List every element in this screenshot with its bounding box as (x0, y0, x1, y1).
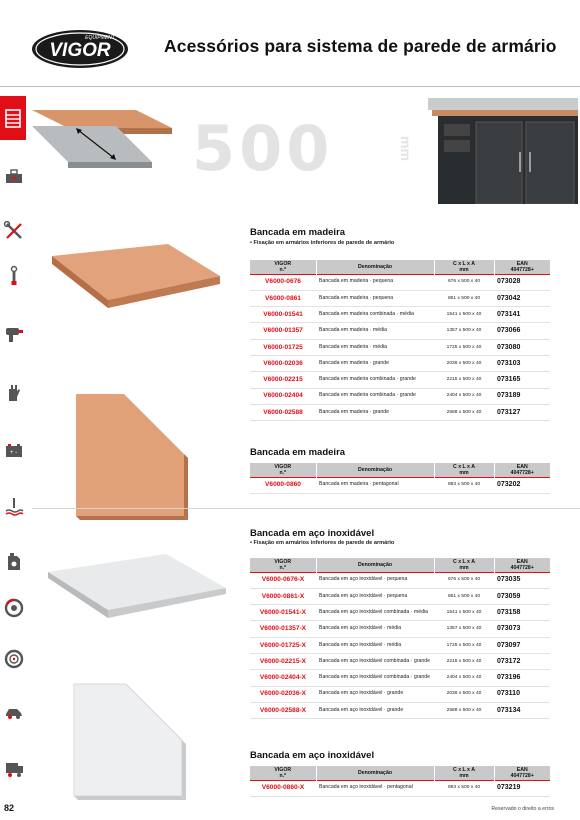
article-number: V6000-02036 (250, 355, 316, 371)
table-header-row (250, 558, 550, 572)
wheel-icon (3, 648, 25, 670)
sidebar-item-power-tools[interactable] (0, 320, 28, 348)
header-divider (0, 86, 580, 87)
product-dimensions: 861 x 500 x 40 (434, 588, 494, 604)
column-header-description: Denominação (316, 766, 434, 780)
product-description: Bancada em madeira · média (316, 339, 434, 355)
wrench-screwdriver-icon (3, 220, 25, 242)
wooden-worktop-image (48, 238, 223, 313)
battery-icon (3, 439, 25, 461)
table-header-row (250, 463, 550, 477)
table-row (250, 388, 550, 404)
column-header-ean: EAN 4047728+ (494, 260, 550, 274)
stainless-worktop-image (44, 548, 229, 628)
ean-code: 073097 (494, 637, 550, 653)
sidebar-item-bodywork[interactable] (0, 697, 28, 725)
sidebar-item-workwear[interactable] (0, 378, 28, 406)
table-row (250, 588, 550, 604)
ean-code: 073202 (494, 477, 550, 493)
product-dimensions: 2404 x 500 x 40 (434, 670, 494, 686)
table-row (250, 780, 550, 796)
product-description: Bancada em madeira · média (316, 323, 434, 339)
ean-code: 073134 (494, 702, 550, 718)
product-description: Bancada em madeira · pequena (316, 290, 434, 306)
product-description: Bancada em madeira combinada · grande (316, 388, 434, 404)
column-header-art-no: VIGOR n.º (250, 558, 316, 572)
table-row (250, 290, 550, 306)
table-row (250, 637, 550, 653)
table-row (250, 339, 550, 355)
article-number: V6000-01541-X (250, 605, 316, 621)
article-number: V6000-02588 (250, 404, 316, 420)
sidebar-item-hand-tools[interactable] (0, 217, 28, 245)
column-header-description: Denominação (316, 260, 434, 274)
product-description: Bancada em aço inoxidável combinada · grande (316, 670, 434, 686)
product-dimensions: 1357 x 500 x 40 (434, 621, 494, 637)
product-table (250, 558, 550, 719)
product-dimensions: 1541 x 500 x 40 (434, 307, 494, 323)
ean-code: 073073 (494, 621, 550, 637)
column-header-description: Denominação (316, 463, 434, 477)
table-row (250, 274, 550, 290)
ean-code: 073059 (494, 588, 550, 604)
article-number: V6000-01725 (250, 339, 316, 355)
column-header-art-no: VIGOR n.º (250, 766, 316, 780)
toolbox-icon (3, 165, 25, 187)
article-number: V6000-01357-X (250, 621, 316, 637)
product-description: Bancada em madeira · pentagonal (316, 477, 434, 493)
table-row (250, 686, 550, 702)
article-number: V6000-02215 (250, 372, 316, 388)
table-row (250, 404, 550, 420)
section-divider (32, 508, 580, 509)
sidebar-item-fluids[interactable] (0, 547, 28, 575)
section-title: Bancada em madeira (250, 447, 346, 458)
table-row (250, 702, 550, 718)
table-row (250, 372, 550, 388)
product-description: Bancada em aço inoxidável · pequena (316, 572, 434, 588)
product-dimensions: 2588 x 500 x 40 (434, 702, 494, 718)
table-row (250, 653, 550, 669)
ean-code: 073158 (494, 605, 550, 621)
column-header-art-no: VIGOR n.º (250, 260, 316, 274)
article-number: V6000-02404-X (250, 670, 316, 686)
ean-code: 073196 (494, 670, 550, 686)
truck-icon (3, 757, 25, 779)
product-dimensions: 2036 x 500 x 40 (434, 686, 494, 702)
gloves-icon (3, 381, 25, 403)
workbench-depth-illustration (32, 92, 182, 204)
ean-code: 073219 (494, 780, 550, 796)
article-number: V6000-01725-X (250, 637, 316, 653)
article-number: V6000-0861-X (250, 588, 316, 604)
product-description: Bancada em madeira · grande (316, 355, 434, 371)
tool-cabinet-icon (2, 107, 24, 129)
product-dimensions: 1541 x 500 x 40 (434, 605, 494, 621)
ean-code: 073189 (494, 388, 550, 404)
socket-extension-icon (3, 265, 25, 287)
product-description: Bancada em aço inoxidável · média (316, 637, 434, 653)
product-dimensions: 2588 x 500 x 40 (434, 404, 494, 420)
product-description: Bancada em aço inoxidável · média (316, 621, 434, 637)
sidebar-item-coolant[interactable] (0, 492, 28, 520)
column-header-description: Denominação (316, 558, 434, 572)
oil-canister-icon (3, 550, 25, 572)
table-header-row (250, 260, 550, 274)
article-number: V6000-02215-X (250, 653, 316, 669)
article-number: V6000-01541 (250, 307, 316, 323)
table-row (250, 605, 550, 621)
table-row (250, 323, 550, 339)
ean-code: 073035 (494, 572, 550, 588)
ean-code: 073141 (494, 307, 550, 323)
ean-code: 073127 (494, 404, 550, 420)
product-description: Bancada em aço inoxidável combinada · média (316, 605, 434, 621)
coolant-icon (3, 495, 25, 517)
column-header-dimensions: C x L x A mm (434, 260, 494, 274)
section-title: Bancada em aço inoxidável (250, 750, 375, 761)
product-description: Bancada em aço inoxidável · grande (316, 702, 434, 718)
ean-code: 073080 (494, 339, 550, 355)
svg-text:VIGOR: VIGOR (49, 40, 111, 61)
ean-code: 073103 (494, 355, 550, 371)
table-row (250, 477, 550, 493)
column-header-ean: EAN 4047728+ (494, 766, 550, 780)
svg-text:+ -: + - (10, 450, 18, 456)
product-dimensions: 861 x 500 x 40 (434, 290, 494, 306)
product-table (250, 260, 550, 421)
product-description: Bancada em aço inoxidável · pequena (316, 588, 434, 604)
ean-code: 073028 (494, 274, 550, 290)
article-number: V6000-0861 (250, 290, 316, 306)
table-row (250, 572, 550, 588)
article-number: V6000-02404 (250, 388, 316, 404)
product-description: Bancada em madeira · pequena (316, 274, 434, 290)
table-row (250, 355, 550, 371)
product-dimensions: 2215 x 500 x 40 (434, 653, 494, 669)
product-dimensions: 2404 x 500 x 40 (434, 388, 494, 404)
product-dimensions: 1357 x 500 x 40 (434, 323, 494, 339)
hero-depth-number: 500 (192, 112, 334, 185)
section-title: Bancada em aço inoxidável (250, 528, 375, 539)
column-header-ean: EAN 4047728+ (494, 558, 550, 572)
article-number: V6000-0676-X (250, 572, 316, 588)
article-number: V6000-0676 (250, 274, 316, 290)
vigor-logo (30, 28, 130, 70)
section-subtitle: • Fixação em armários inferiores de parede de armário (250, 540, 395, 546)
cabinet-with-worktop-illustration (424, 92, 580, 204)
section-title: Bancada em madeira (250, 227, 346, 238)
product-table (250, 766, 550, 797)
table-row (250, 307, 550, 323)
column-header-dimensions: C x L x A mm (434, 766, 494, 780)
category-sidebar (0, 92, 32, 792)
sidebar-item-truck[interactable] (0, 754, 28, 782)
article-number: V6000-01357 (250, 323, 316, 339)
product-description: Bancada em madeira combinada · grande (316, 372, 434, 388)
column-header-art-no: VIGOR n.º (250, 463, 316, 477)
sidebar-item-wheels[interactable] (0, 645, 28, 673)
article-number: V6000-02036-X (250, 686, 316, 702)
sidebar-item-battery[interactable] (0, 436, 28, 464)
sidebar-item-toolbox[interactable] (0, 162, 28, 190)
column-header-dimensions: C x L x A mm (434, 463, 494, 477)
article-number: V6000-0860 (250, 477, 316, 493)
article-number: V6000-0860-X (250, 780, 316, 796)
product-description: Bancada em madeira · grande (316, 404, 434, 420)
product-description: Bancada em aço inoxidável · grande (316, 686, 434, 702)
section-subtitle: • Fixação em armários inferiores de parede de armário (250, 240, 395, 246)
sidebar-item-tool-cabinets[interactable] (0, 96, 26, 140)
hero-banner (32, 92, 580, 204)
product-dimensions: 883 x 500 x 40 (434, 477, 494, 493)
ean-code: 073042 (494, 290, 550, 306)
sidebar-item-brakes[interactable] (0, 594, 28, 622)
ean-code: 073165 (494, 372, 550, 388)
article-number: V6000-02588-X (250, 702, 316, 718)
product-description: Bancada em aço inoxidável combinada · grande (316, 653, 434, 669)
column-header-ean: EAN 4047728+ (494, 463, 550, 477)
sidebar-item-sockets[interactable] (0, 262, 28, 290)
table-row (250, 621, 550, 637)
product-dimensions: 676 x 500 x 40 (434, 274, 494, 290)
pentagonal-wooden-worktop-image (72, 390, 192, 520)
product-dimensions: 676 x 500 x 40 (434, 572, 494, 588)
product-dimensions: 2215 x 500 x 40 (434, 372, 494, 388)
product-dimensions: 1725 x 500 x 40 (434, 339, 494, 355)
impact-wrench-icon (3, 323, 25, 345)
product-dimensions: 2036 x 500 x 40 (434, 355, 494, 371)
product-description: Bancada em aço inoxidável · pentagonal (316, 780, 434, 796)
table-row (250, 670, 550, 686)
column-header-dimensions: C x L x A mm (434, 558, 494, 572)
product-dimensions: 1725 x 500 x 40 (434, 637, 494, 653)
footer-disclaimer: Reservado o direito a erros (491, 806, 554, 812)
page-number: 82 (4, 803, 15, 813)
car-body-icon (3, 700, 25, 722)
ean-code: 073172 (494, 653, 550, 669)
svg-text:EQUIPMENT: EQUIPMENT (85, 35, 115, 41)
page-title: Acessórios para sistema de parede de armário (164, 36, 557, 56)
table-header-row (250, 766, 550, 780)
ean-code: 073110 (494, 686, 550, 702)
hero-depth-unit: mm (398, 136, 414, 161)
product-table (250, 463, 550, 494)
page-header (0, 0, 580, 80)
product-description: Bancada em madeira combinada · média (316, 307, 434, 323)
brake-disc-icon (3, 597, 25, 619)
ean-code: 073066 (494, 323, 550, 339)
pentagonal-stainless-worktop-image (70, 680, 190, 800)
product-dimensions: 883 x 500 x 40 (434, 780, 494, 796)
